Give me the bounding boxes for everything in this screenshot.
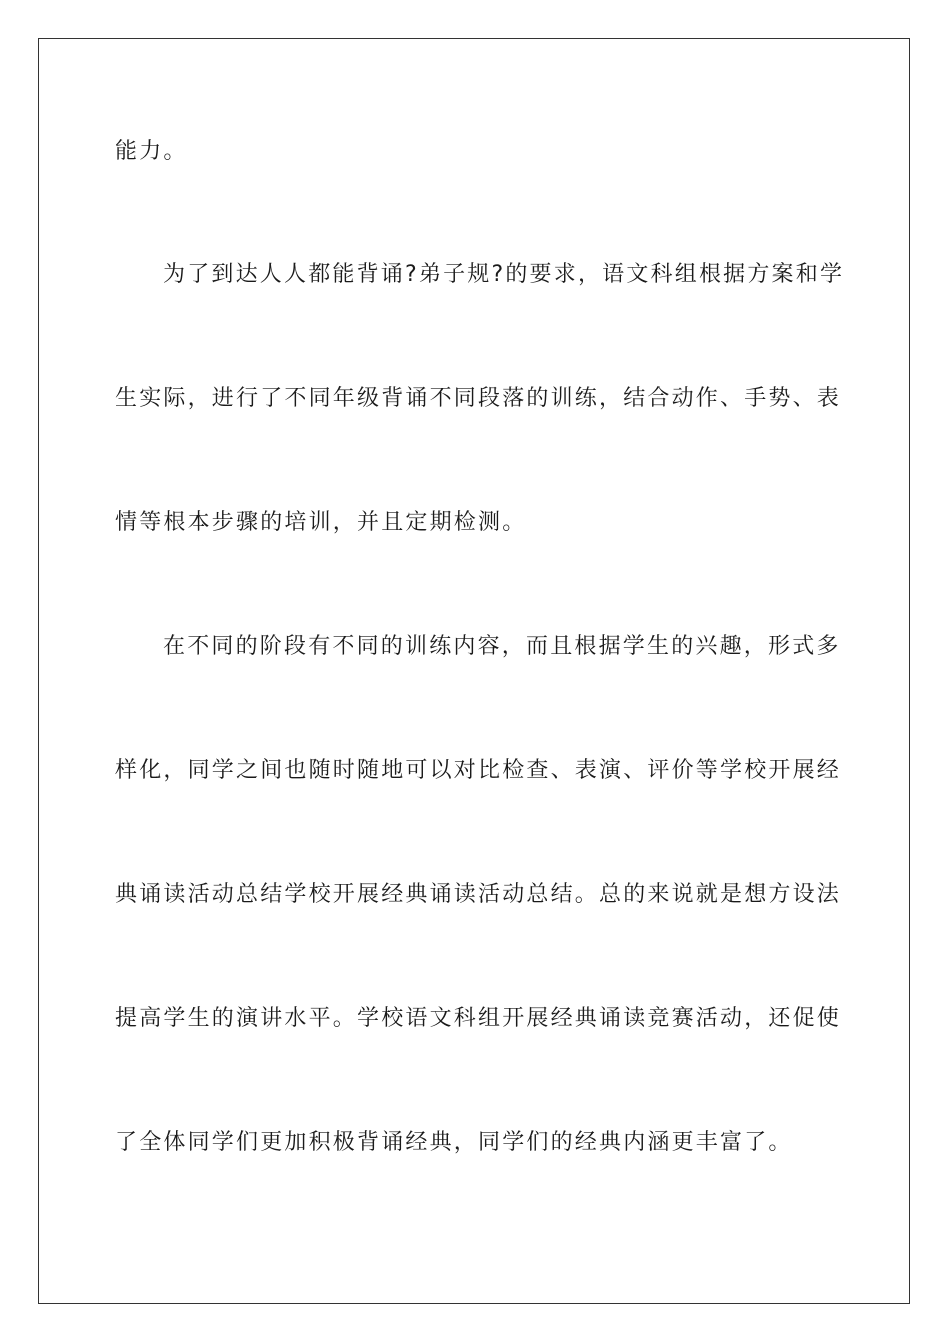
paragraph-first-line: 在不同的阶段有不同的训练内容，而且根据学生的兴趣，形式多 <box>163 634 841 659</box>
text-line: 样化，同学之间也随时随地可以对比检查、表演、评价等学校开展经 <box>115 758 842 783</box>
text-line: 情等根本步骤的培训，并且定期检测。 <box>115 510 527 535</box>
text-line: 能力。 <box>115 139 188 164</box>
paragraph-first-line: 为了到达人人都能背诵?弟子规?的要求，语文科组根据方案和学 <box>163 262 845 287</box>
text-line: 典诵读活动总结学校开展经典诵读活动总结。总的来说就是想方设法 <box>115 882 842 907</box>
page-border <box>38 38 910 1304</box>
text-line: 生实际，进行了不同年级背诵不同段落的训练，结合动作、手势、表 <box>115 386 842 411</box>
text-line: 了全体同学们更加积极背诵经典，同学们的经典内涵更丰富了。 <box>115 1130 793 1155</box>
text-line: 提高学生的演讲水平。学校语文科组开展经典诵读竞赛活动，还促使 <box>115 1006 842 1031</box>
